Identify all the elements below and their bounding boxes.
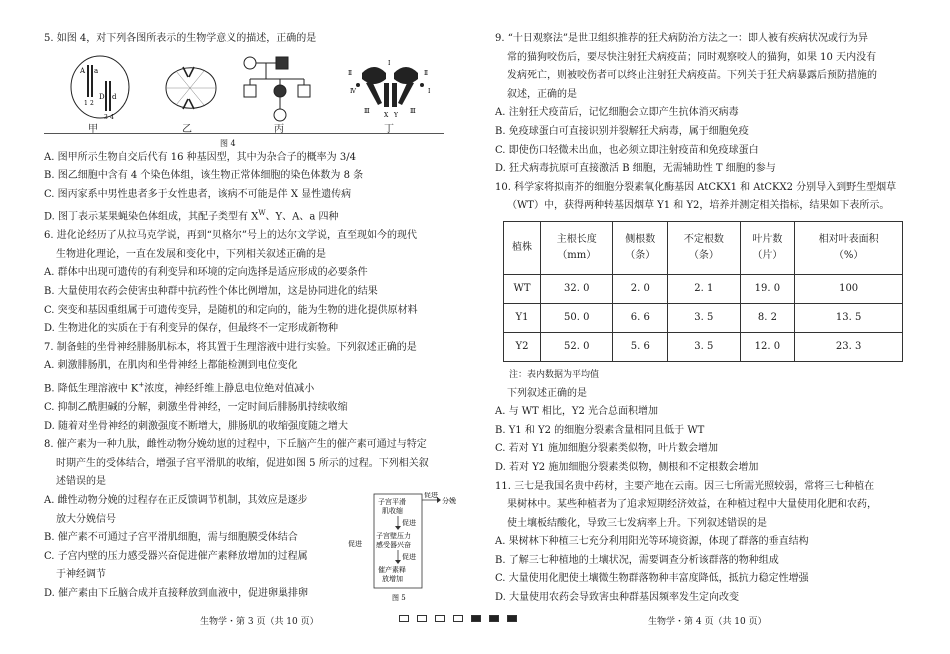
q9-option-a: A. 注射狂犬疫苗后，记忆细胞会立即产生抗体消灭病毒 — [495, 107, 739, 119]
figure-4-jia — [68, 53, 132, 121]
jia-num-4: 4 — [110, 113, 114, 121]
q9-line1: 9. “十日观察法”是世卫组织推荐的狂犬病防治方法之一：即人被有疾病状况或行为异 — [495, 33, 868, 44]
q5-option-b: B. 图乙细胞中含有 4 个染色体组，该生物正常体细胞的染色体数为 8 条 — [44, 170, 364, 182]
q10-follow: 下列叙述正确的是 — [507, 387, 587, 399]
q5-option-a: A. 图甲所示生物自交后代有 16 种基因型，其中为杂合子的概率为 3/4 — [44, 151, 356, 163]
table-cell: 12. 0 — [740, 332, 795, 361]
figure-4-caption: 图 4 — [220, 138, 236, 148]
left-column — [44, 30, 464, 604]
figure-4-label-jia: 甲 — [88, 123, 98, 135]
q11-line2: 果树林中。某些种植者为了追求短期经济效益，在种植过程中大量使用化肥和农药， — [507, 499, 877, 511]
q11-option-c: C. 大量使用化肥使土壤微生物群落物种丰富度降低，抵抗力稳定性增强 — [495, 573, 809, 585]
q5-option-d-tail: 、Y、A、a 四种 — [265, 211, 339, 223]
q8-option-c: C. 子宫内壁的压力感受器兴奋促进催产素释放增加的过程属 — [44, 550, 308, 562]
q10-th-leaves: 叶片数 （片） — [740, 221, 795, 274]
fig5-arrow-4: 分娩 — [442, 496, 456, 505]
q9-option-b: B. 免疫球蛋白可直接识别并裂解狂犬病毒，属于细胞免疫 — [495, 125, 749, 137]
q10-table-header-row — [504, 221, 903, 274]
q7-option-b-sup: + — [138, 381, 145, 390]
page-marker-squares — [399, 615, 517, 622]
figure-4-label-yi: 乙 — [182, 123, 192, 135]
q10-option-d: D. 若对 Y2 施加细胞分裂素类似物，侧根和不定根数会增加 — [495, 461, 759, 473]
table-cell: Y2 — [504, 332, 541, 361]
fig5-box-6: 放增加 — [382, 574, 403, 583]
q7-option-b-text: B. 降低生理溶液中 K — [44, 383, 139, 395]
footer-page-4: 生物学・第 4 页（共 10 页） — [648, 617, 767, 627]
q8-stem-line1: 8. 催产素为一种九肽，雌性动物分娩幼崽的过程中，下丘脑产生的催产素可通过与特定 — [44, 439, 427, 451]
q11-option-d: D. 大量使用农药会导致害虫种群基因频率发生定向改变 — [495, 592, 740, 604]
q6-stem-line1: 6. 进化论经历了从拉马克学说，再到“贝格尔”号上的达尔文学说，直至现如今的现代 — [44, 230, 417, 242]
ding-label-IV: Ⅳ — [350, 87, 356, 95]
q7-option-c: C. 抑制乙酰胆碱的分解，刺激坐骨神经，一定时间后腓肠肌持续收缩 — [44, 401, 348, 413]
fig5-caption: 图 5 — [392, 593, 406, 602]
table-cell: 19. 0 — [740, 274, 795, 303]
table-cell: 52. 0 — [541, 332, 613, 361]
q9-option-d: D. 狂犬病毒抗原可直接激活 B 细胞，无需辅助性 T 细胞的参与 — [495, 163, 776, 175]
q11-option-a: A. 果树林下种植三七充分利用阳光等环境资源，体现了群落的垂直结构 — [495, 536, 809, 548]
figure-4-label-ding: 丁 — [384, 123, 394, 135]
table-cell: 3. 5 — [668, 332, 740, 361]
q6-stem-line2: 生物进化理论，一直在发展和变化中，下列相关叙述正确的是 — [56, 248, 326, 260]
right-column — [495, 30, 913, 608]
fig5-arrow-2: 促进 — [402, 552, 416, 561]
q8-option-a: A. 雌性动物分娩的过程存在正反馈调节机制，其效应是逐步 — [44, 494, 308, 506]
q10-stem-line2: （WT）中，获得两种转基因烟草 Y1 和 Y2，培养并测定相关指标，结果如下表所示。 — [507, 200, 890, 212]
figure-4-bing — [236, 53, 322, 125]
q6-option-a: A. 群体中出现可遗传的有利变异和环境的定向选择是适应形成的必要条件 — [44, 267, 368, 279]
jia-label-d: d — [112, 92, 117, 101]
q10-option-b: B. Y1 和 Y2 的细胞分裂素含量相同且低于 WT — [495, 424, 705, 436]
table-cell: 23. 3 — [795, 332, 903, 361]
ding-label-II-left: Ⅱ — [348, 69, 353, 77]
table-cell: 2. 0 — [613, 274, 668, 303]
q11-line3: 使土壤板结酸化，导致三七发病率上升。下列叙述错误的是 — [507, 517, 767, 529]
ding-label-III-left: Ⅲ — [364, 107, 370, 115]
table-cell: 6. 6 — [613, 303, 668, 332]
q5-option-d-text: D. 图丁表示某果蝇染色体组成，其配子类型有 X — [44, 211, 259, 223]
ding-label-II-right: Ⅱ — [424, 69, 429, 77]
q11-option-b: B. 了解三七种植地的土壤状况，需要调查分析该群落的物种组成 — [495, 554, 779, 566]
q9-option-c: C. 即使伤口轻微未出血，也必须立即注射疫苗和免疫球蛋白 — [495, 144, 759, 156]
fig5-box-2: 肌收缩 — [382, 506, 403, 515]
q6-option-b: B. 大量使用农药会使害虫种群中抗药性个体比例增加，这是协同进化的结果 — [44, 286, 378, 298]
jia-num-2: 2 — [90, 99, 94, 107]
fig5-arrow-3: 促进 — [424, 491, 438, 499]
table-cell: 8. 2 — [740, 303, 795, 332]
page-marker-square — [435, 615, 445, 622]
table-cell: WT — [504, 274, 541, 303]
q10-th-plant: 植株 — [504, 221, 541, 274]
fig5-side-label: 促进 — [348, 539, 362, 548]
table-cell: 100 — [795, 274, 903, 303]
q10-option-a: A. 与 WT 相比，Y2 光合总面积增加 — [495, 406, 659, 418]
q7-option-d: D. 随着对坐骨神经的刺激强度不断增大，腓肠肌的收缩强度随之增大 — [44, 420, 349, 432]
fig5-box-3: 子宫壁压力 — [376, 531, 411, 540]
figure-4-label-bing: 丙 — [274, 123, 284, 135]
table-cell: Y1 — [504, 303, 541, 332]
table-row — [504, 274, 903, 303]
q9-line4: 叙述，正确的是 — [507, 88, 577, 100]
page-marker-square-filled — [471, 615, 481, 622]
q8-option-d: D. 催产素由下丘脑合成并直接释放到血液中，促进卵巢排卵 — [44, 587, 309, 599]
q7-option-b — [44, 376, 464, 399]
jia-label-A: A — [80, 66, 86, 75]
q8-stem-line3: 述错误的是 — [56, 476, 106, 488]
jia-num-1: 1 — [84, 99, 88, 107]
q6-option-d: D. 生物进化的实质在于有利变异的保存，但最终不一定形成新物种 — [44, 323, 339, 335]
page-marker-square-filled — [507, 615, 517, 622]
page-marker-square-filled — [489, 615, 499, 622]
fig5-box-4: 感受器兴奋 — [376, 540, 411, 549]
table-cell: 2. 1 — [668, 274, 740, 303]
q10-th-lateral-roots: 侧根数 （条） — [613, 221, 668, 274]
page-marker-square — [399, 615, 409, 622]
table-cell: 32. 0 — [541, 274, 613, 303]
q9-line3: 发病死亡，则被咬伤者可以终止注射狂犬病疫苗。下列关于狂犬病暴露后预防措施的 — [507, 70, 877, 82]
q10-option-c: C. 若对 Y1 施加细胞分裂素类似物，叶片数会增加 — [495, 443, 718, 455]
q5-option-c: C. 图丙家系中男性患者多于女性患者，该病不可能是伴 X 显性遗传病 — [44, 188, 352, 200]
q10-table — [503, 221, 903, 362]
fig5-box-5: 催产素释 — [378, 565, 406, 574]
table-cell: 5. 6 — [613, 332, 668, 361]
q7-option-a: A. 刺激腓肠肌，在肌肉和坐骨神经上都能检测到电位变化 — [44, 360, 298, 372]
ding-label-Y: Y — [394, 111, 398, 119]
q7-option-b-tail: 浓度，神经纤维上静息电位绝对值减小 — [144, 383, 315, 395]
table-cell: 50. 0 — [541, 303, 613, 332]
jia-label-D: D — [99, 92, 105, 101]
ding-label-n1: Ⅰ — [428, 87, 431, 95]
page-marker-square — [453, 615, 463, 622]
q5-option-d-sup: W — [258, 209, 266, 218]
table-cell: 13. 5 — [795, 303, 903, 332]
jia-num-3: 3 — [104, 113, 108, 121]
figure-4-ding — [344, 53, 436, 125]
jia-label-a: a — [94, 66, 99, 75]
q8-stem-line2: 时期产生的受体结合，增强子宫平滑肌的收缩，促进如图 5 所示的过程。下列相关叙 — [56, 457, 429, 469]
q10-stem-line1: 10. 科学家将拟南芥的细胞分裂素氧化酶基因 AtCKX1 和 AtCKX2 分别导入到野生型烟草 — [495, 181, 897, 193]
figure-5 — [346, 492, 464, 612]
q7-stem: 7. 制备蛙的坐骨神经腓肠肌标本，将其置于生理溶液中进行实验。下列叙述正确的是 — [44, 341, 417, 353]
table-row — [504, 303, 903, 332]
footer-page-3: 生物学・第 3 页（共 10 页） — [200, 617, 319, 627]
fig5-box-1: 子宫平滑 — [378, 497, 406, 506]
q10-th-adventitious-roots: 不定根数 （条） — [668, 221, 740, 274]
q11-line1: 11. 三七是我国名贵中药材，主要产地在云南。因三七所需光照较弱，常将三七种植在 — [495, 480, 875, 492]
q5-stem: 5. 如图 4，对下列各图所表示的生物学意义的描述，正确的是 — [44, 33, 317, 44]
q8-option-b: B. 催产素不可通过子宫平滑肌细胞，需与细胞膜受体结合 — [44, 532, 298, 544]
ding-label-III-right: Ⅲ — [410, 107, 416, 115]
q5-option-d — [44, 204, 464, 227]
table-row — [504, 332, 903, 361]
q6-option-c: C. 突变和基因重组属于可遗传变异，是随机的和定向的，能为生物的进化提供原材料 — [44, 304, 418, 316]
q10-table-note: 注：表内数据为平均值 — [509, 369, 600, 380]
ding-label-X: X — [384, 111, 389, 119]
figure-4 — [44, 51, 464, 147]
fig5-arrow-1: 促进 — [402, 518, 416, 527]
q8-option-c-cont: 于神经调节 — [56, 569, 106, 581]
table-cell: 3. 5 — [668, 303, 740, 332]
q10-th-root-length: 主根长度 （mm） — [541, 221, 613, 274]
ding-label-I: Ⅰ — [388, 59, 391, 67]
figure-4-yi — [156, 53, 226, 123]
q9-line2: 常的猫狗咬伤后，要尽快注射狂犬病疫苗；同时观察咬人的猫狗，如果 10 天内没有 — [507, 51, 877, 63]
page-marker-square — [417, 615, 427, 622]
q8-option-a-cont: 放大分娩信号 — [56, 513, 116, 525]
q10-th-leaf-area: 相对叶表面积 （%） — [795, 221, 903, 274]
